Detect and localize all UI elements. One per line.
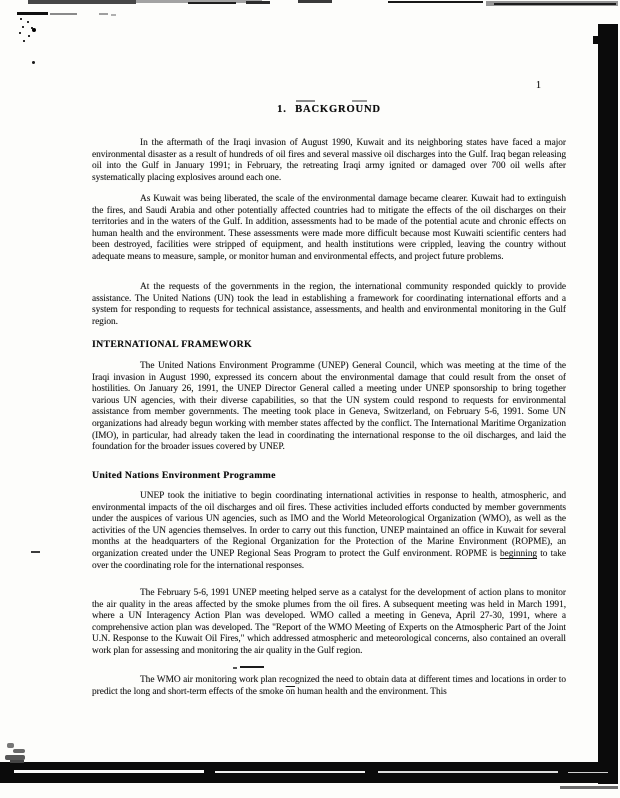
scan-artifact-underscore-dash xyxy=(233,667,237,669)
scan-artifact-scribble xyxy=(7,743,14,748)
paragraph-unep-1 xyxy=(92,491,566,572)
scan-artifact-scribble xyxy=(10,760,24,763)
paragraph-intro-1: In the aftermath of the Iraqi invasion of August 1990, Kuwait and its neighboring states have faced a major environmental disaster as a result of hundreds of oil fires and several massive oil discharges into the Gulf. Iraq began releasing oil into the Gulf in January 1991; in February, the retreating Iraqi army ignited or damaged over 700 oil wells after systematically placing explosives around each one. xyxy=(92,138,566,183)
scan-artifact-right-bar xyxy=(598,24,618,784)
scan-artifact-bottom-smudge xyxy=(560,786,618,789)
scan-artifact-bottom-white-line xyxy=(378,771,558,773)
scan-artifact-dot xyxy=(32,28,36,32)
scan-artifact-speckle xyxy=(23,40,25,42)
scan-artifact-top-streak xyxy=(246,1,270,4)
scan-artifact-smudge-line xyxy=(17,12,48,15)
scan-artifact-speckle xyxy=(28,35,30,37)
section-heading-international-framework: INTERNATIONAL FRAMEWORK xyxy=(92,339,252,350)
paragraph-intro-3: At the requests of the governments in the region, the international community responded quickly to provide assistance. The United Nations (UN) took the lead in establishing a framework for coordinating international efforts and a system for responding to requests for technical assistance, assessments, and health and environmental monitoring in the Gulf region. xyxy=(92,282,566,327)
scan-artifact-underscore-dash xyxy=(240,666,264,668)
scan-artifact-top-streak xyxy=(298,0,332,3)
scan-artifact-speckle xyxy=(27,21,29,23)
paragraph-unep-1-text: UNEP took the initiative to begin coordinating international activities in response to health, atmospheric, and environmental impacts of the oil discharges and oil fires. These activities included efforts conducted by member governments under the auspices of various UN agencies, such as IMO and the World Meteorological Organization (WMO), as well as the activities of the UN agencies themselves. In order to carry out this function, UNEP maintained an office in Kuwait for several months at the headquarters of the Regional Organization for the Protection of the Marine Environment (ROPME), an organization created under the UNEP Regional Seas Program to protect the Gulf environment. ROPME is xyxy=(92,491,566,559)
scan-artifact-top-streak xyxy=(494,3,616,5)
paragraph-intro-2: As Kuwait was being liberated, the scale of the environmental damage became clearer. Kuwait had to extinguish the fires, and Saudi Arabia and other potentially affected countries had to mitigate the effects of the oil discharges on their territories and in the waters of the Gulf. In addition, assessments had to be made of the potential acute and chronic effects on human health and the environment. These assessments were made more difficult because most Kuwaiti scientific centers had been destroyed, facilities were stripped of equipment, and health institutions were crippled, leaving the country without adequate means to measure, sample, or monitor human and environmental effects, and project future problems. xyxy=(92,194,566,262)
scan-artifact-title-dash xyxy=(352,100,367,102)
scan-artifact-top-streak xyxy=(28,0,136,4)
paragraph-unep-3-text: The WMO air monitoring work plan recognized the need to obtain data at different times and locations in order to predict the long and short-term effects of the smoke xyxy=(92,675,566,697)
scan-artifact-speckle xyxy=(20,18,22,20)
scan-artifact-bottom-white-line xyxy=(14,770,204,773)
paragraph-unep-3-text-end: human health and the environment. This xyxy=(295,686,447,697)
scan-artifact-bottom-white-line xyxy=(215,771,365,773)
scan-artifact-speckle xyxy=(19,32,21,34)
page-title: 1. BACKGROUND xyxy=(277,104,381,115)
scan-artifact-scribble xyxy=(13,749,25,753)
scan-artifact-right-bar-notch xyxy=(593,36,599,44)
scan-artifact-top-streak xyxy=(388,1,483,3)
section-heading-unep: United Nations Environment Programme xyxy=(92,470,276,481)
paragraph-international-framework-1: The United Nations Environment Programme (UNEP) General Council, which was meeting at the time of the Iraqi invasion in August 1990, expressed its concern about the environmental damage that could result from the onset of hostilities. On January 26, 1991, the UNEP Director General called a meeting under UNEP sponsorship to bring together various UN agencies, with their diverse capabilities, so that the UN system could respond to requests for environmental assistance from member governments. The meeting took place in Geneva, Switzerland, on February 5-6, 1991. Some UN organizations had already begun working with member states affected by the conflict. The International Maritime Organization (IMO), in particular, had already taken the lead in coordinating the international response to the oil discharges, and laid the foundation for the broader issues covered by UNEP. xyxy=(92,361,566,453)
scan-artifact-smudge-line xyxy=(50,13,77,15)
scan-artifact-title-dash xyxy=(296,100,315,102)
scan-artifact-speckle xyxy=(22,26,24,28)
paragraph-unep-1-text-end: to take over the coordinating role for the international responses. xyxy=(92,548,567,571)
page-number: 1 xyxy=(536,80,541,91)
paragraph-unep-2: The February 5-6, 1991 UNEP meeting helped serve as a catalyst for the development of action plans to monitor the air quality in the areas affected by the smoke plumes from the oil fires. A subsequent meeting was held in March 1991, where a UN Interagency Action Plan was developed. WMO called a meeting in Geneva, April 27-30, 1991, where a comprehensive action plan was developed. The "Report of the WMO Meeting of Experts on the Atmospheric Part of the Joint U.N. Response to the Kuwait Oil Fires," which addressed atmospheric and meteorological concerns, also contained an overall work plan for assessing and monitoring the air quality in the Gulf region. xyxy=(92,588,566,656)
scan-artifact-smudge-line xyxy=(111,14,116,16)
overlined-word: $\overline{on}$ xyxy=(285,686,296,697)
scan-artifact-margin-tick xyxy=(31,551,40,553)
underlined-word: beginning xyxy=(499,548,537,559)
paragraph-unep-3 xyxy=(92,675,566,698)
scan-artifact-top-streak xyxy=(188,2,236,4)
scan-artifact-dot xyxy=(32,61,35,64)
scan-artifact-smudge-line xyxy=(99,13,108,15)
scan-artifact-bottom-white-line xyxy=(568,772,608,773)
